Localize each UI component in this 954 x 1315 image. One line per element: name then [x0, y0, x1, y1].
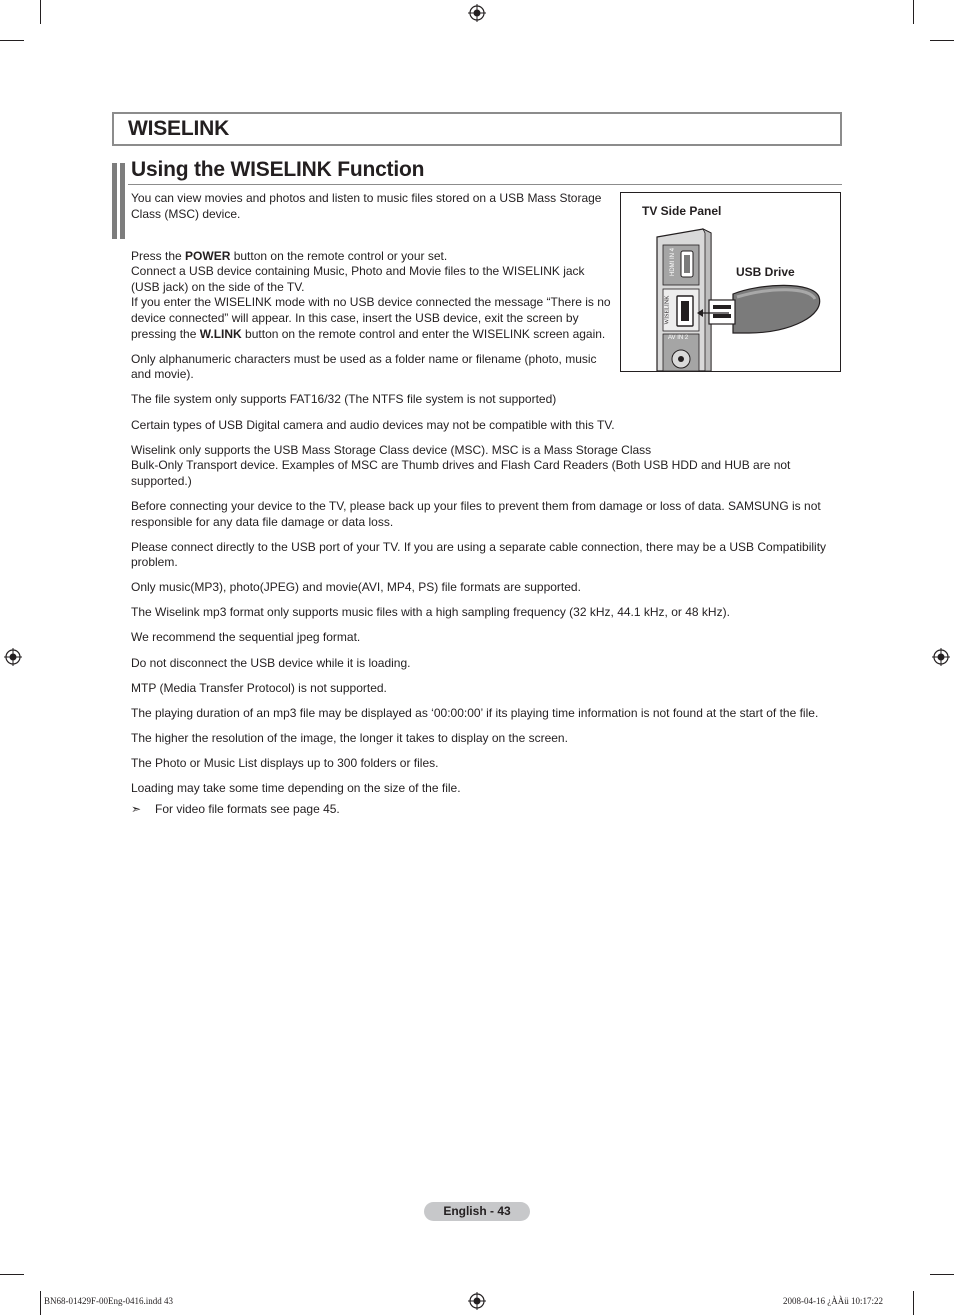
av-port-label: AV IN 2 [668, 335, 689, 341]
note-paragraph: Only music(MP3), photo(JPEG) and movie(AVI, MP4, PS) file formats are supported. [131, 580, 581, 595]
tip-text: For video file formats see page 45. [155, 801, 340, 816]
note-paragraph: Please connect directly to the USB port of your TV. If you are using a separate cable connection, there may be a USB Compatibility problem. [131, 539, 827, 570]
note-paragraph: The higher the resolution of the image, the longer it takes to display on the screen. [131, 730, 568, 745]
registration-mark-icon [468, 4, 486, 22]
intro-paragraph: You can view movies and photos and listen to music files stored on a USB Mass Storage Class (MSC) device. [131, 191, 602, 221]
crop-mark [913, 0, 914, 24]
note-paragraph: The file system only supports FAT16/32 (The NTFS file system is not supported) [131, 392, 557, 407]
section-header [112, 112, 842, 146]
note-paragraph: The Wiselink mp3 format only supports music files with a high sampling frequency (32 kHz, 44.1 kHz, or 48 kHz). [131, 605, 730, 620]
usb-drive-label: USB Drive [736, 265, 795, 279]
crop-mark [40, 0, 41, 24]
subsection-rule [128, 184, 842, 185]
power-button-label: POWER [185, 248, 231, 263]
note-paragraph: We recommend the sequential jpeg format. [131, 630, 361, 645]
crop-mark [913, 1291, 914, 1315]
crop-mark [930, 1274, 954, 1275]
note-paragraph: MTP (Media Transfer Protocol) is not supported. [131, 680, 387, 695]
crop-mark [0, 1274, 24, 1275]
note-paragraph: Wiselink only supports the USB Mass Storage Class device (MSC). MSC is a Mass Storage Class [131, 442, 652, 457]
hdmi-port-label: HDMI IN 4 [670, 247, 677, 277]
note-paragraph: The Photo or Music List displays up to 300 folders or files. [131, 755, 439, 770]
note-paragraph: Certain types of USB Digital camera and audio devices may not be compatible with this TV. [131, 417, 615, 432]
note-paragraph: Only alphanumeric characters must be used as a folder name or filename (photo, music and movie). [131, 351, 597, 382]
note-paragraph: The playing duration of an mp3 file may be displayed as ‘00:00:00’ if its playing time information is not found at the start of the file. [131, 705, 819, 720]
body-content [131, 191, 843, 817]
wlink-button-label: W.LINK [199, 326, 242, 341]
crop-mark [0, 40, 24, 41]
step-3 [131, 295, 611, 342]
file-slug: BN68-01429F-00Eng-0416.indd 43 [44, 1296, 173, 1306]
subsection-bar-stripe [117, 163, 120, 239]
step-2: Connect a USB device containing Music, Photo and Movie files to the WISELINK jack (USB jack) on the side of the TV. [131, 264, 585, 294]
note-paragraph: Bulk-Only Transport device. Examples of MSC are Thumb drives and Flash Card Readers (Both USB HDD and HUB are not supported.) [131, 458, 791, 488]
section-title: WISELINK [128, 117, 230, 140]
crop-mark [40, 1291, 41, 1315]
step-text: If you enter the WISELINK mode with no USB device connected the message “There is no device connected” will appear. In this case, insert the USB device, exit the screen by pressing the [131, 295, 611, 341]
arrow-icon: ➣ [131, 801, 142, 816]
tip-note [131, 802, 843, 818]
crop-mark [930, 40, 954, 41]
wiselink-port-label: WISELINK [664, 295, 671, 325]
tv-side-panel-label: TV Side Panel [642, 204, 722, 218]
note-paragraph: Loading may take some time depending on the size of the file. [131, 781, 461, 796]
registration-mark-icon [4, 648, 22, 666]
note-paragraph: Do not disconnect the USB device while it is loading. [131, 655, 411, 670]
step-1 [131, 249, 611, 265]
page-number-badge: English - 43 [424, 1202, 530, 1221]
timestamp-slug: 2008-04-16 ¿ÀÀü 10:17:22 [783, 1296, 883, 1306]
step-text: button on the remote control or your set. [230, 248, 448, 263]
step-text: Press the [131, 248, 186, 263]
registration-mark-icon [468, 1292, 486, 1310]
subsection-title: Using the WISELINK Function [131, 158, 425, 181]
note-paragraph: Before connecting your device to the TV, please back up your files to prevent them from damage or loss of data. SAMSUNG is not responsible for any data file damage or data loss. [131, 498, 821, 529]
registration-mark-icon [932, 648, 950, 666]
step-text: button on the remote control and enter the WISELINK screen again. [241, 326, 606, 341]
